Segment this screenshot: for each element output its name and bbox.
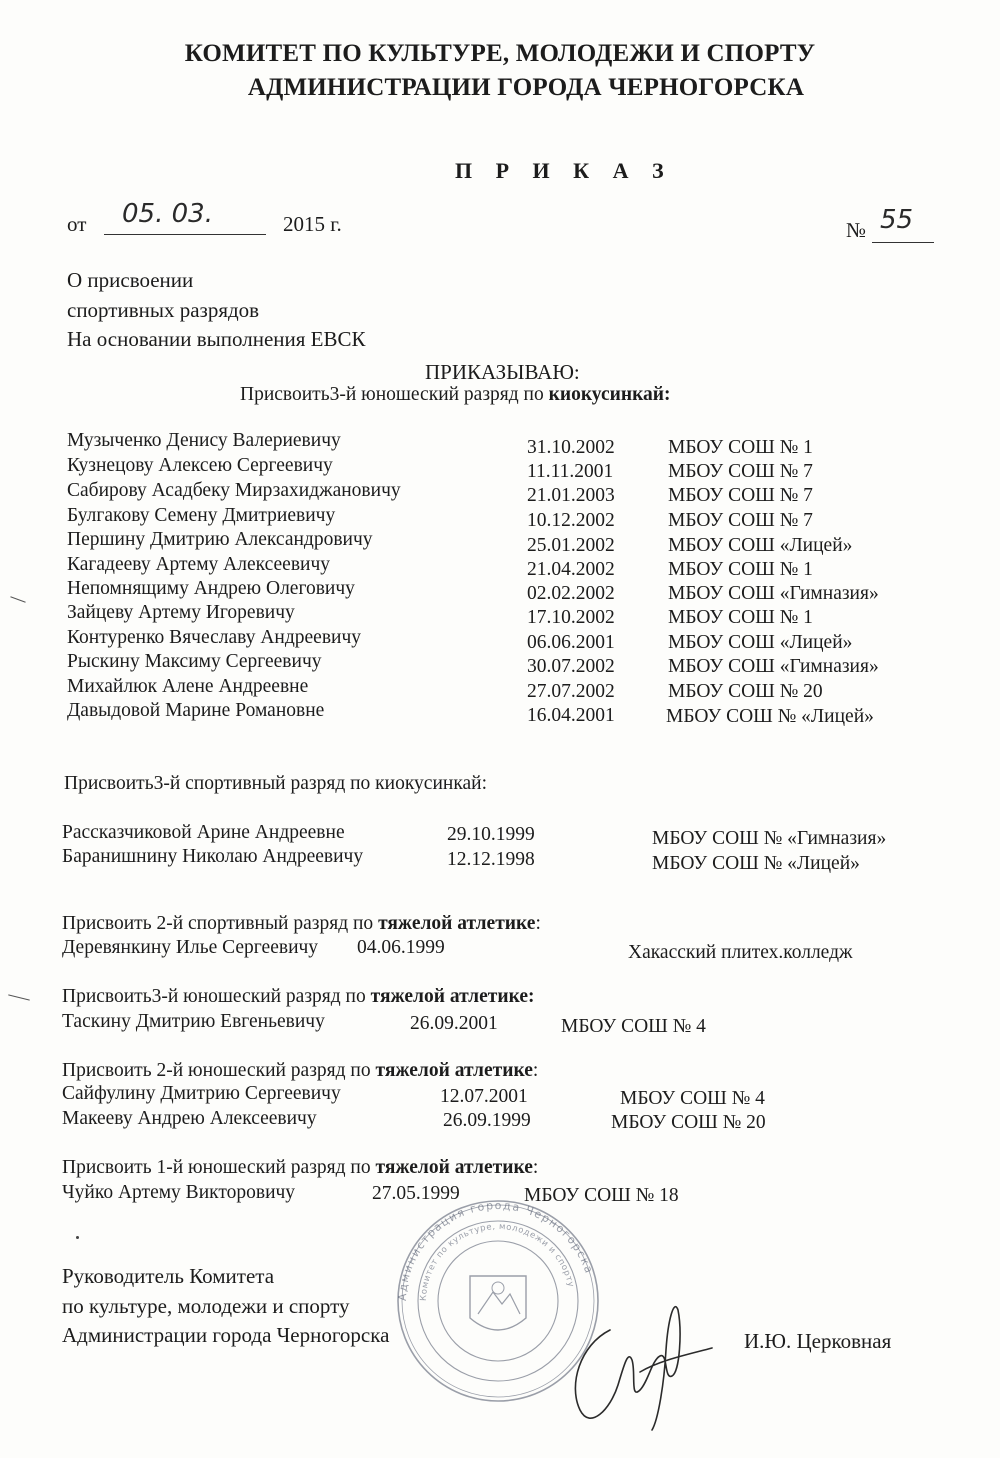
table-row-school: МБОУ СОШ «Гимназия»: [668, 583, 879, 604]
section-6-heading-text: Присвоить 1-й юношеский разряд по: [62, 1157, 376, 1178]
table-row-date: 16.04.2001: [527, 705, 615, 726]
subject-line-3: На основании выполнения ЕВСК: [67, 327, 366, 351]
table-row-date: 06.06.2001: [527, 632, 615, 653]
table-row-date: 10.12.2002: [527, 510, 615, 531]
order-title: П Р И К А З: [455, 158, 673, 183]
table-row-date: 21.04.2002: [527, 559, 615, 580]
table-row-name: Кузнецову Алексею Сергеевичу: [67, 455, 333, 476]
stamp-outer-text: Администрация города Черногорска: [395, 1198, 596, 1302]
section-5-heading-text: Присвоить 2-й юношеский разряд по: [62, 1060, 376, 1081]
section-5-heading: [62, 1060, 538, 1082]
table-row-date: 11.11.2001: [527, 461, 614, 482]
table-row-date: 25.01.2002: [527, 535, 615, 556]
table-row-name: Чуйко Артему Викторовичу: [62, 1182, 296, 1203]
table-row-school: МБОУ СОШ № 7: [668, 461, 813, 482]
ink-dot: [76, 1236, 79, 1239]
table-row-school: МБОУ СОШ «Лицей»: [668, 632, 853, 653]
section-3-heading-sport: тяжелой атлетике: [378, 913, 536, 934]
section-6-heading-colon: :: [532, 1157, 539, 1178]
handwritten-number: 55: [880, 205, 914, 235]
year-suffix: 2015 г.: [283, 212, 342, 236]
table-row-school: МБОУ СОШ № 1: [668, 607, 813, 628]
table-row-date: 02.02.2002: [527, 583, 615, 604]
margin-mark: [8, 994, 30, 1000]
table-row-name: Рыскину Максиму Сергеевичу: [67, 651, 322, 672]
table-row-school: МБОУ СОШ № 18: [524, 1185, 679, 1206]
table-row-date: 17.10.2002: [527, 607, 615, 628]
margin-mark: [10, 596, 25, 602]
table-row-school: МБОУ СОШ № 7: [668, 510, 813, 531]
table-row-name: Сабирову Асадбеку Мирзахиджановичу: [67, 480, 401, 501]
table-row-name: Михайлюк Алене Андреевне: [67, 676, 309, 697]
table-row-name: Сайфулину Дмитрию Сергеевичу: [62, 1083, 341, 1104]
signer-name: И.Ю. Церковная: [744, 1329, 892, 1353]
table-row-date: 12.12.1998: [447, 849, 535, 870]
signature-title-line-3: Администрации города Черногорска: [62, 1323, 390, 1347]
table-row-date: 12.07.2001: [440, 1086, 528, 1107]
section-6-heading: [62, 1157, 538, 1179]
directive: ПРИКАЗЫВАЮ:: [425, 360, 580, 384]
section-4-heading-sport: тяжелой атлетике:: [370, 986, 535, 1007]
table-row-school: МБОУ СОШ № «Гимназия»: [652, 828, 887, 849]
subject-line-1: О присвоении: [67, 268, 194, 292]
number-underline: [872, 242, 934, 243]
table-row-school: МБОУ СОШ № 1: [668, 437, 813, 458]
table-row-date: 26.09.2001: [410, 1013, 498, 1034]
date-prefix: от: [67, 212, 87, 236]
signature-title-line-2: по культуре, молодежи и спорту: [62, 1294, 350, 1318]
table-row-date: 26.09.1999: [443, 1110, 531, 1131]
section-5-heading-sport: тяжелой атлетике: [375, 1060, 533, 1081]
table-row-date: 21.01.2003: [527, 485, 615, 506]
number-prefix: №: [846, 218, 867, 242]
table-row-date: 31.10.2002: [527, 437, 615, 458]
section-4-heading-text: Присвоить3-й юношеский разряд по: [62, 986, 371, 1007]
table-row-name: Кагадееву Артему Алексеевичу: [67, 554, 331, 575]
signature-title-line-1: Руководитель Комитета: [62, 1264, 275, 1288]
stamp-inner-text: Комитет по культуре, молодежи и спорту: [418, 1221, 576, 1302]
section-1-heading: [240, 384, 671, 406]
table-row-school: Хакасский плитех.колледж: [628, 942, 853, 963]
table-row-school: МБОУ СОШ № 20: [611, 1112, 766, 1133]
table-row-date: 30.07.2002: [527, 656, 615, 677]
table-row-date: 29.10.1999: [447, 824, 535, 845]
table-row-name: Макееву Андрею Алексеевичу: [62, 1108, 317, 1129]
table-row-name: Таскину Дмитрию Евгеньевичу: [62, 1011, 325, 1032]
table-row-school: МБОУ СОШ № «Лицей»: [666, 706, 874, 727]
table-row-school: МБОУ СОШ «Лицей»: [668, 535, 853, 556]
table-row-name: Булгакову Семену Дмитриевичу: [67, 505, 336, 526]
table-row-name: Першину Дмитрию Александровичу: [67, 529, 373, 550]
table-row-name: Деревянкину Илье Сергеевичу: [62, 937, 319, 958]
date-underline: [104, 234, 266, 235]
section-3-heading-text: Присвоить 2-й спортивный разряд по: [62, 913, 379, 934]
header-line-2: АДМИНИСТРАЦИИ ГОРОДА ЧЕРНОГОРСКА: [247, 74, 805, 101]
header-line-1: КОМИТЕТ ПО КУЛЬТУРЕ, МОЛОДЕЖИ И СПОРТУ: [184, 40, 816, 67]
handwritten-date: 05. 03.: [122, 199, 213, 229]
section-1-heading-text: Присвоить3-й юношеский разряд по: [240, 384, 549, 405]
section-5-heading-colon: :: [532, 1060, 539, 1081]
section-2-heading: Присвоить3-й спортивный разряд по киокусинкай:: [64, 773, 488, 794]
section-1-heading-sport: киокусинкай:: [548, 384, 671, 405]
table-row-name: Баранишнину Николаю Андреевичу: [62, 846, 364, 867]
table-row-name: Давыдовой Марине Романовне: [67, 700, 325, 721]
table-row-name: Рассказчиковой Арине Андреевне: [62, 822, 345, 843]
subject-line-2: спортивных разрядов: [67, 298, 260, 322]
table-row-name: Зайцеву Артему Игоревичу: [67, 602, 295, 623]
table-row-school: МБОУ СОШ № «Лицей»: [652, 853, 860, 874]
table-row-name: Непомнящиму Андрею Олеговичу: [67, 578, 355, 599]
table-row-name: Музыченко Денису Валериевичу: [67, 430, 341, 451]
section-4-heading: [62, 986, 534, 1008]
handwritten-signature: [540, 1290, 720, 1440]
section-6-heading-sport: тяжелой атлетике: [375, 1157, 533, 1178]
section-3-heading: [62, 913, 541, 935]
table-row-school: МБОУ СОШ № 20: [668, 681, 823, 702]
table-row-name: Контуренко Вячеславу Андреевичу: [67, 627, 362, 648]
section-3-heading-colon: :: [535, 913, 541, 934]
table-row-school: МБОУ СОШ «Гимназия»: [668, 656, 879, 677]
table-row-school: МБОУ СОШ № 7: [668, 485, 813, 506]
table-row-school: МБОУ СОШ № 1: [668, 559, 813, 580]
table-row-school: МБОУ СОШ № 4: [620, 1088, 765, 1109]
table-row-date: 27.05.1999: [372, 1183, 460, 1204]
table-row-school: МБОУ СОШ № 4: [561, 1016, 706, 1037]
table-row-date: 04.06.1999: [357, 937, 445, 958]
table-row-date: 27.07.2002: [527, 681, 615, 702]
